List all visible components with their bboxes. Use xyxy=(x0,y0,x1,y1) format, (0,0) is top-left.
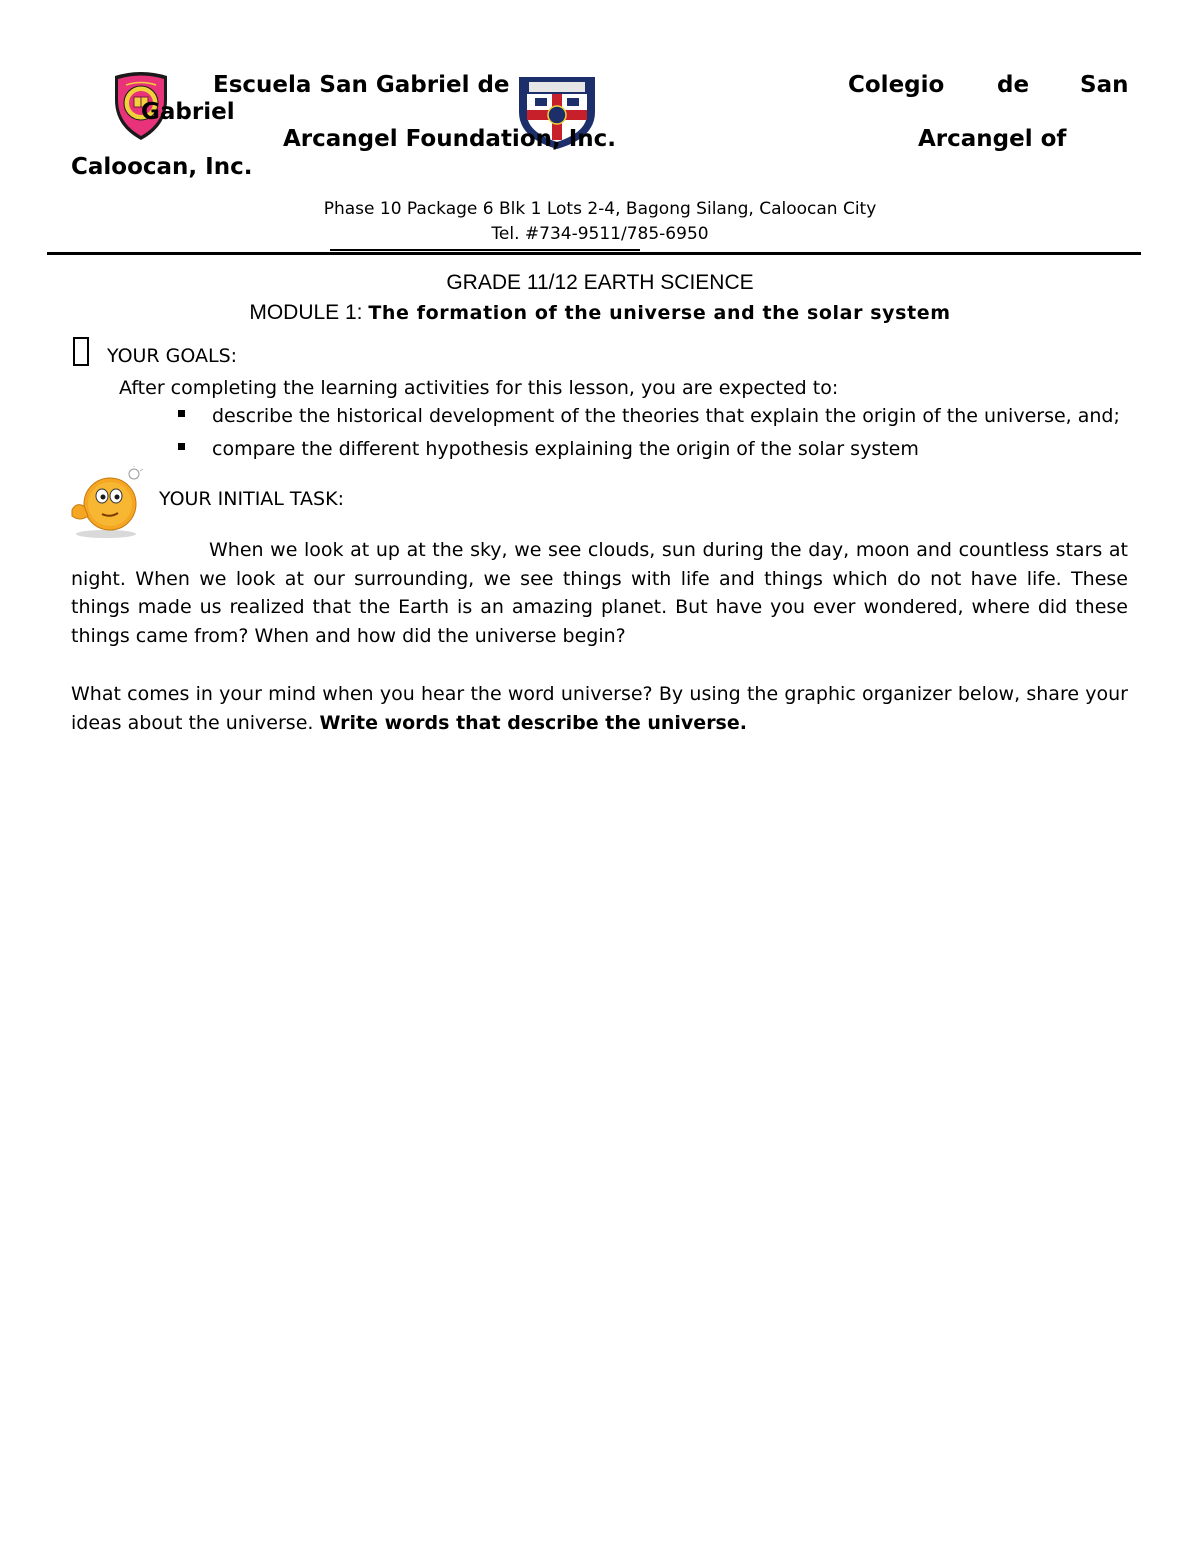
goals-heading: YOUR GOALS: xyxy=(107,345,238,367)
goal-item: describe the historical development of the theories that explain the origin of the universe, and; xyxy=(212,405,1120,427)
header-divider-thin xyxy=(330,249,640,251)
school-right-name-word2: de xyxy=(997,72,1030,98)
paragraph-2-text: What comes in your mind when you hear the word universe? By using the graphic organizer below, share your ideas about the universe. xyxy=(71,683,1128,734)
school-left-name-line1: Escuela San Gabriel de xyxy=(213,72,510,98)
paragraph-2-instruction: Write words that describe the universe. xyxy=(319,711,747,734)
school-right-name-line2: Gabriel xyxy=(141,99,235,125)
initial-task-paragraph-2 xyxy=(71,680,1128,737)
school-left-name-line2: Arcangel Foundation, Inc. xyxy=(283,126,617,152)
square-bullet-icon xyxy=(178,443,185,450)
square-bullet-icon xyxy=(178,410,185,417)
goals-intro: After completing the learning activities for this lesson, you are expected to: xyxy=(119,377,839,399)
initial-task-paragraph-1: When we look at up at the sky, we see clouds, sun during the day, moon and countless stars at night. When we look at our surrounding, we see things with life and things which do not have life. These things made us realized that the Earth is an amazing planet. But have you ever wondered, where did these things came from? When and how did the universe begin? xyxy=(71,539,1128,647)
initial-task-heading: YOUR INITIAL TASK: xyxy=(159,488,344,510)
school-right-name-word3: San xyxy=(1080,72,1129,98)
missing-glyph-icon xyxy=(73,337,89,366)
goal-item: compare the different hypothesis explaining the origin of the solar system xyxy=(212,438,919,460)
grade-title: GRADE 11/12 EARTH SCIENCE xyxy=(446,271,754,294)
header-divider xyxy=(47,252,1141,255)
school-right-name-word1: Colegio xyxy=(848,72,945,98)
school-right-name-line3: Arcangel of xyxy=(918,126,1067,152)
thinking-emoji-icon xyxy=(66,466,146,540)
school-right-name-line4: Caloocan, Inc. xyxy=(71,154,253,180)
school-telephone: Tel. #734-9511/785-6950 xyxy=(491,224,709,244)
module-label: MODULE 1: xyxy=(249,301,363,324)
module-title xyxy=(0,300,1200,326)
module-subject: The formation of the universe and the solar system xyxy=(368,302,951,324)
school-address: Phase 10 Package 6 Blk 1 Lots 2-4, Bagong Silang, Caloocan City xyxy=(323,199,877,219)
